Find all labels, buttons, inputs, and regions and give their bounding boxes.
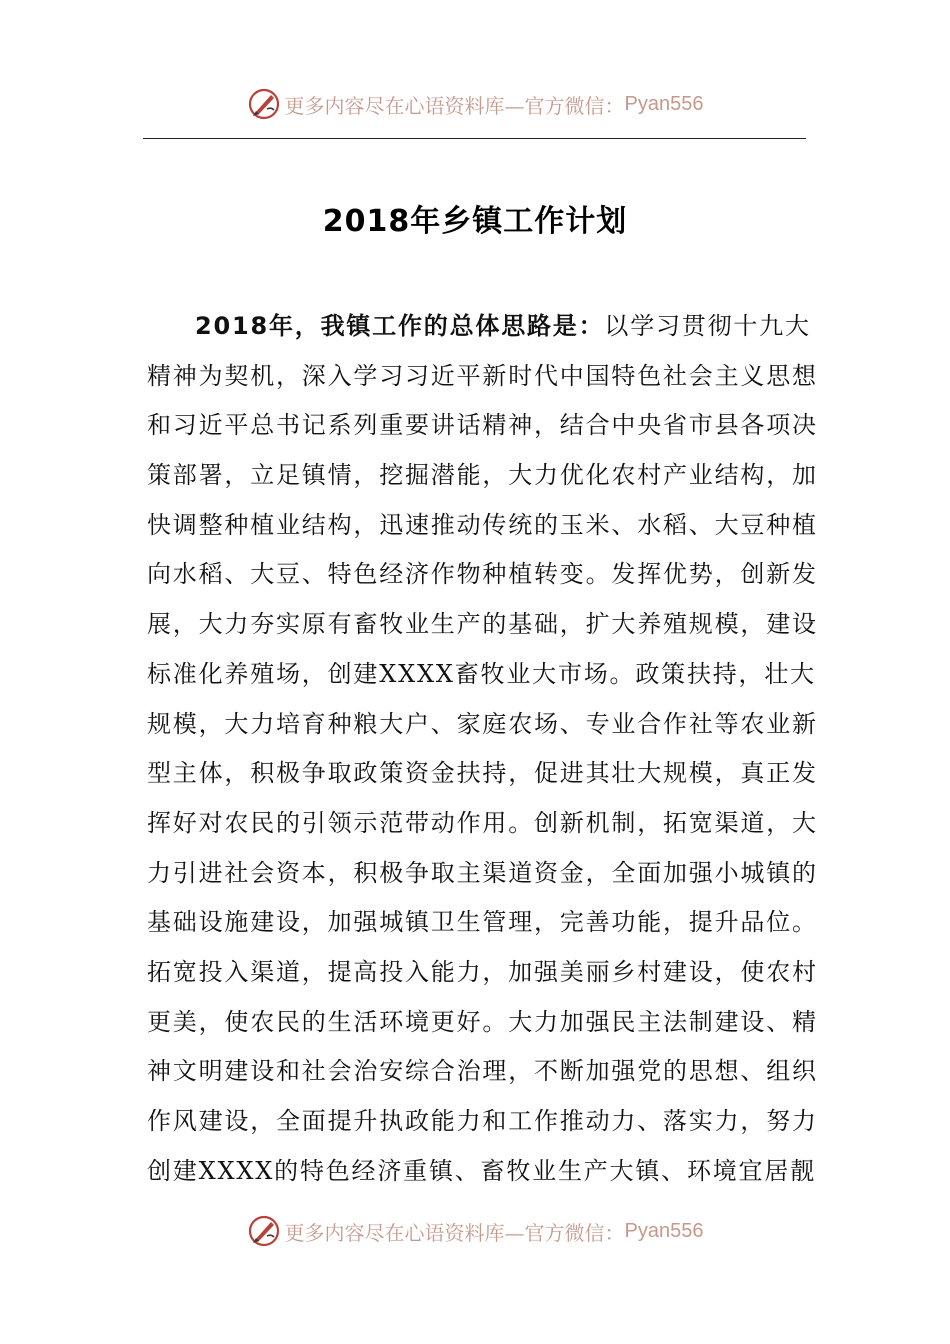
body-line: 快调整种植业结构，迅速推动传统的玉米、水稻、大豆种植 <box>147 510 818 539</box>
header-divider <box>143 138 806 139</box>
body-line: 向水稻、大豆、特色经济作物种植转变。发挥优势，创新发 <box>147 560 818 589</box>
body-line: 创建XXXX的特色经济重镇、畜牧业生产大镇、环境宜居靓 <box>147 1156 816 1185</box>
body-line: 作风建设，全面提升执政能力和工作推动力、落实力，努力 <box>147 1107 818 1135</box>
lead-phrase: 2018年，我镇工作的总体思路是： <box>195 312 605 340</box>
document-body <box>147 302 818 1196</box>
body-line: 神文明建设和社会治安综合治理，不断加强党的思想、组织 <box>147 1057 818 1086</box>
body-line: 力引进社会资本，积极争取主渠道资金，全面加强小城镇的 <box>147 858 818 887</box>
pen-logo-icon <box>247 1214 281 1248</box>
body-line: 型主体，积极争取政策资金扶持，促进其壮大规模，真正发 <box>147 759 818 788</box>
body-line: 挥好对农民的引领示范带动作用。创新机制，拓宽渠道，大 <box>147 808 818 837</box>
body-line-text: 以学习贯彻十九大 <box>604 312 811 340</box>
body-line: 策部署，立足镇情，挖掘潜能，大力优化农村产业结构，加 <box>147 461 818 490</box>
body-line: 和习近平总书记系列重要讲话精神，结合中央省市县各项决 <box>147 411 818 440</box>
document-title: 2018年乡镇工作计划 <box>322 204 628 239</box>
footer-wechat-id: Pyan556 <box>624 1219 704 1242</box>
body-line <box>147 302 811 352</box>
footer-watermark-banner <box>0 1211 950 1251</box>
footer-watermark-text: 更多内容尽在心语资料库—官方微信： <box>284 1220 625 1245</box>
pen-logo-icon <box>247 87 281 121</box>
header-watermark-banner <box>0 84 950 124</box>
header-wechat-id: Pyan556 <box>624 92 704 115</box>
body-line: 拓宽投入渠道，提高投入能力，加强美丽乡村建设，使农村 <box>147 957 818 986</box>
body-line: 规模，大力培育种粮大户、家庭农场、专业合作社等农业新 <box>147 709 818 738</box>
body-line: 精神为契机，深入学习习近平新时代中国特色社会主义思想 <box>147 361 818 390</box>
body-line: 基础设施建设，加强城镇卫生管理，完善功能，提升品位。 <box>147 908 818 937</box>
body-line: 标准化养殖场，创建XXXX畜牧业大市场。政策扶持，壮大 <box>147 659 816 688</box>
header-watermark-text: 更多内容尽在心语资料库—官方微信： <box>284 93 625 118</box>
body-line: 更美，使农民的生活环境更好。大力加强民主法制建设、精 <box>147 1007 818 1036</box>
body-line: 展，大力夯实原有畜牧业生产的基础，扩大养殖规模，建设 <box>147 610 818 639</box>
